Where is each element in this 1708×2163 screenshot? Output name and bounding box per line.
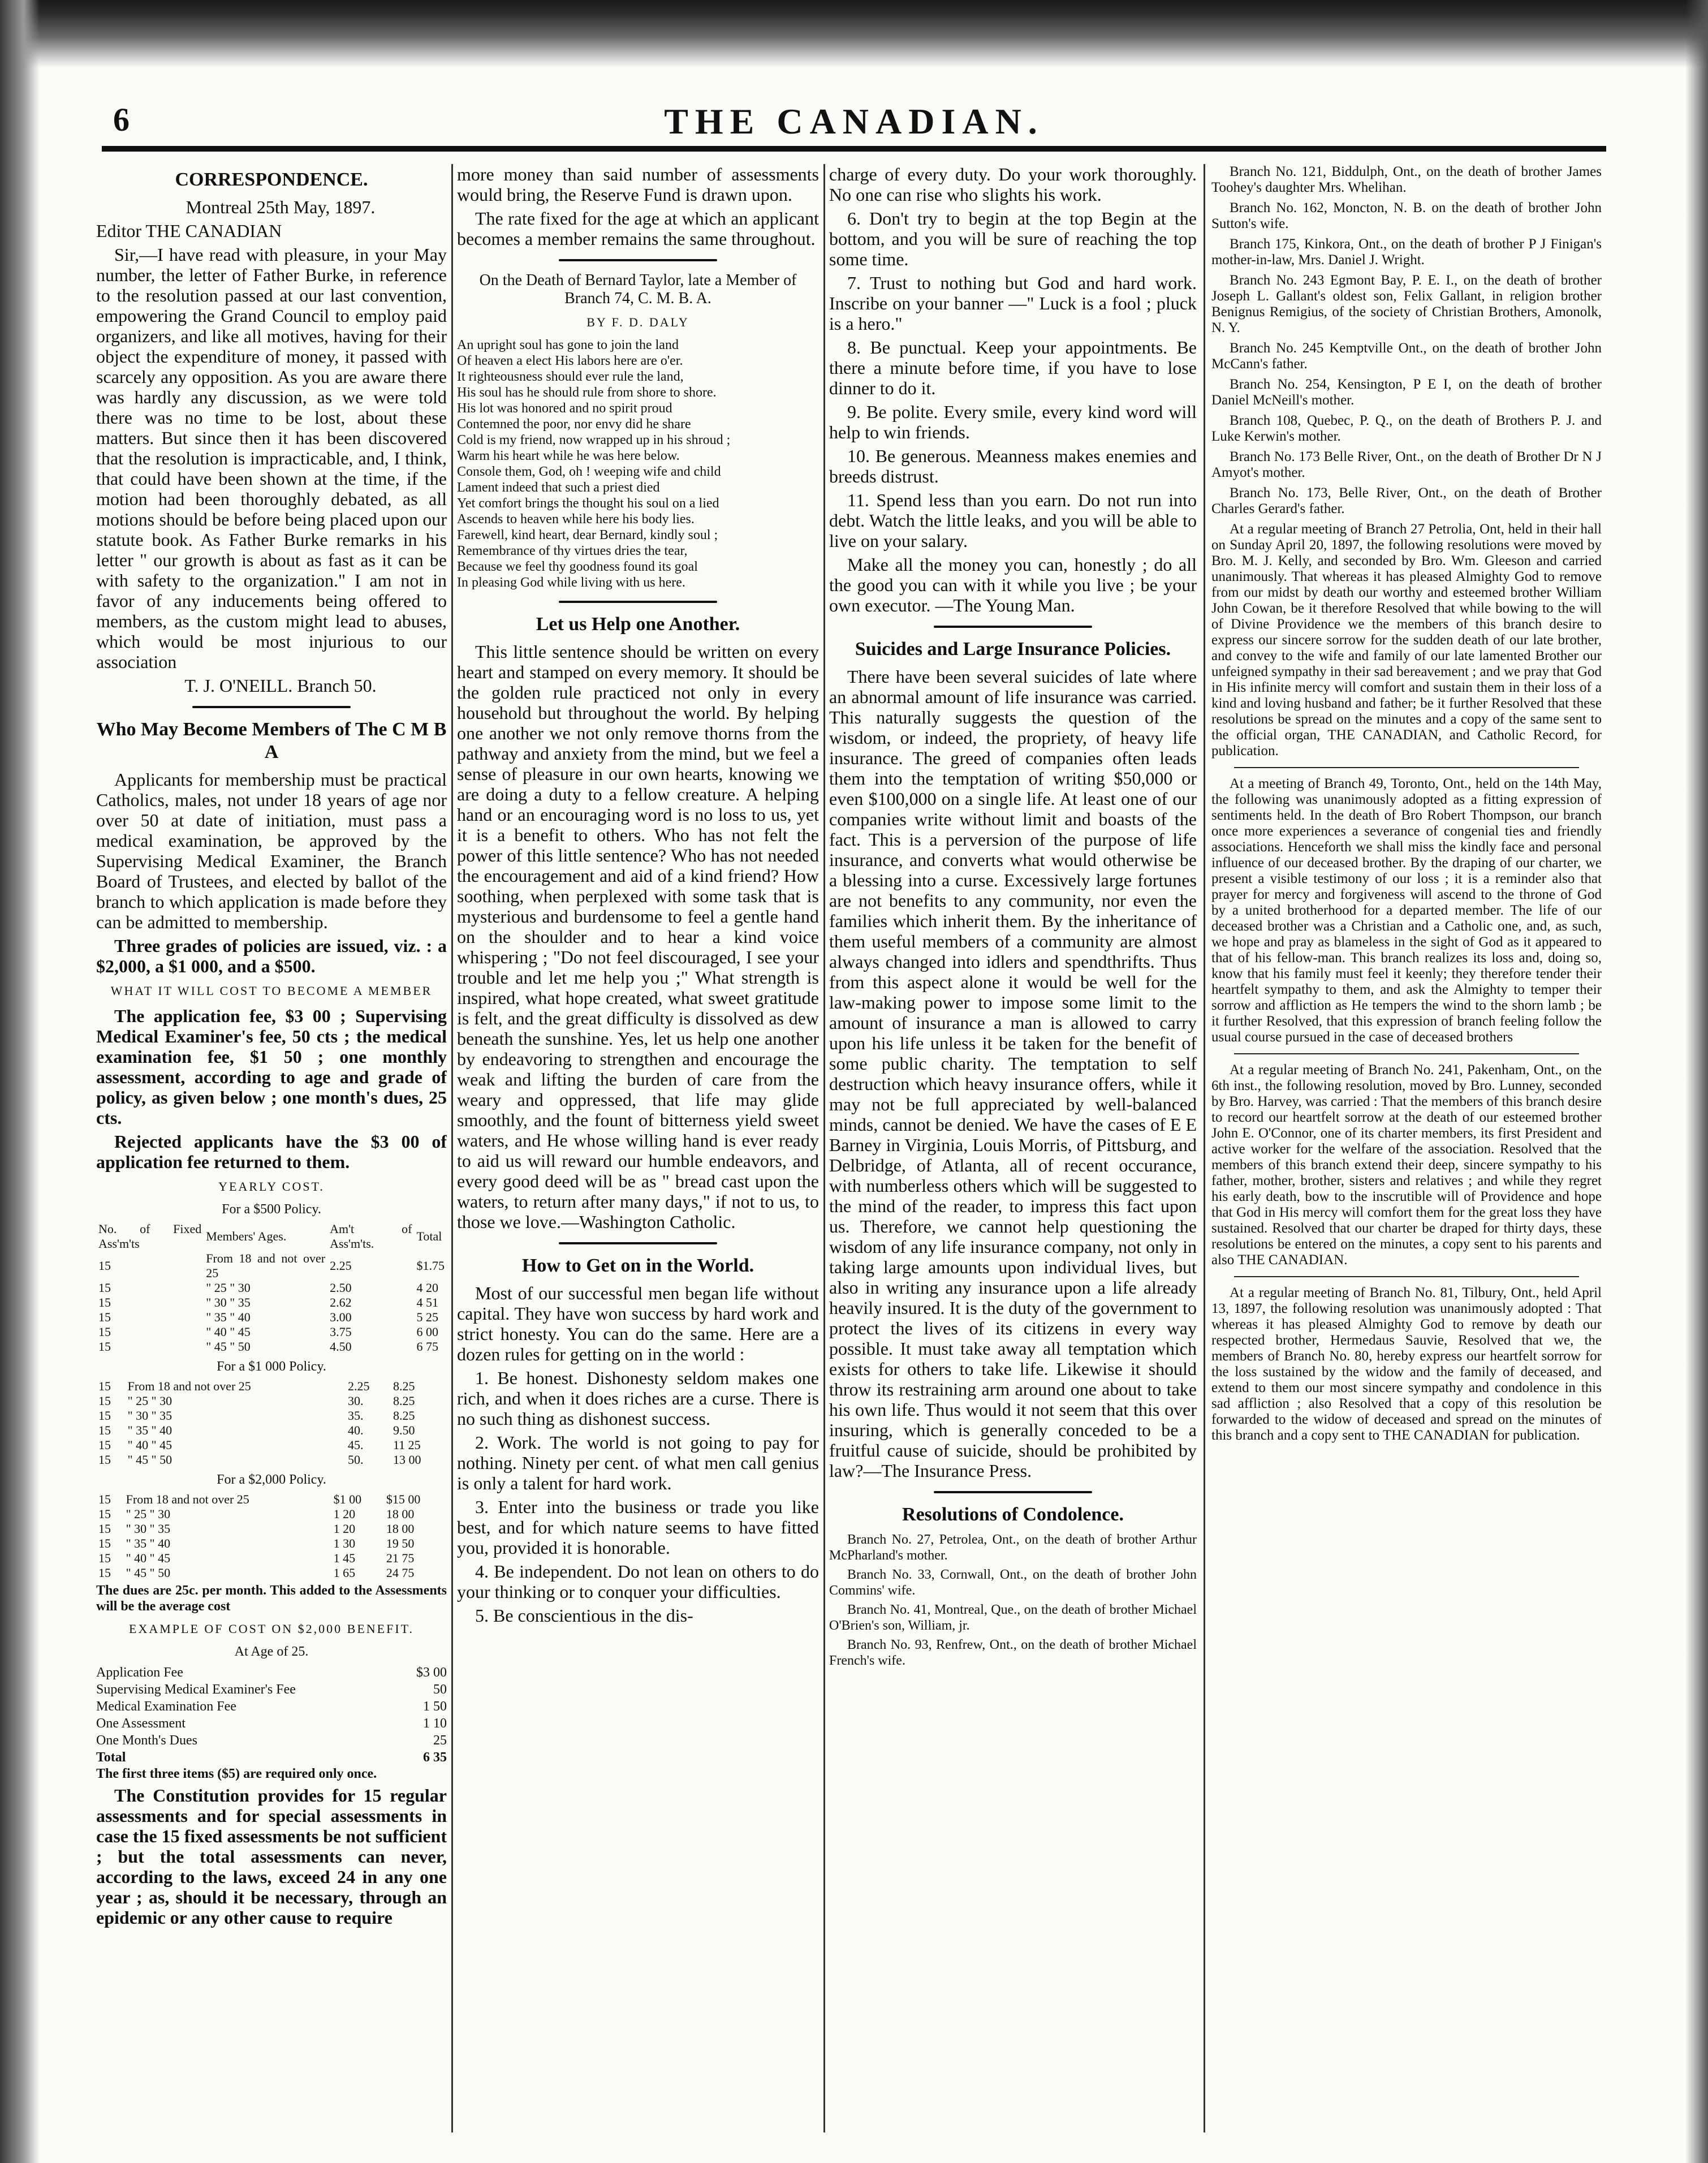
table-row xyxy=(96,1251,447,1281)
rule-item: 7. Trust to nothing but God and hard work. Inscribe on your banner —" Luck is a fool ; pluck is a hero." xyxy=(829,273,1197,334)
table-row xyxy=(96,1536,447,1551)
fee-amount: 50 xyxy=(433,1682,447,1697)
table-cell: 4 51 xyxy=(416,1295,438,1309)
column-rule xyxy=(1204,164,1205,2132)
table-cell: " 30 " 35 xyxy=(126,1522,171,1536)
table-header: Total xyxy=(416,1229,442,1243)
world-paragraph: Most of our successful men began life without capital. They have won success by hard work and strict honesty. You can do the same. Here are a dozen rules for getting on in the world : xyxy=(457,1283,819,1364)
table-cell: " 45 " 50 xyxy=(127,1453,172,1467)
table-cell: " 25 " 30 xyxy=(126,1507,171,1521)
condolence-item: Branch No. 254, Kensington, P E I, on the death of brother Daniel McNeill's mother. xyxy=(1211,377,1602,408)
policy-500-caption: For a $500 Policy. xyxy=(222,1202,321,1217)
table-cell: 8.25 xyxy=(393,1394,415,1408)
table-cell: 15 xyxy=(98,1507,111,1521)
rule-item: Make all the money you can, honestly ; do all the good you can with it while you live ; be your own executor. —The Young Man. xyxy=(829,554,1197,615)
world-heading: How to Get on in the World. xyxy=(521,1255,754,1276)
fee-label: Medical Examination Fee xyxy=(96,1699,236,1714)
table-cell: 2.50 xyxy=(330,1281,352,1295)
policy-grades: Three grades of policies are issued, viz. : a $2,000, a $1 000, and a $500. xyxy=(96,936,447,976)
letter-body: Sir,—I have read with pleasure, in your May number, the letter of Father Burke, in reference to the resolution passed at our last convention, empowering the Grand Council to employ paid organizers, and like all motives, having for their object the expenditure of money, it passed with scarcely any opposition. As you are aware there was hardly any discussion, as we were told there was no time to be lost, about these matters. But since then it has been discovered that the resolution is impracticable, and, I think, that could have been shown at the time, if the motion had been thoroughly debated, as all motions should be before being placed upon our statute book. As Father Burke remarks in his letter " our growth is about as fast as it can be with safety to the organization." I am not in favor of any inducements being offered to members, as the custom might lead to abuses, which would be most injurious to our association xyxy=(96,244,447,672)
table-cell: From 18 and not over 25 xyxy=(127,1379,251,1393)
fee-amount: 25 xyxy=(433,1733,447,1748)
table-cell: 9.50 xyxy=(393,1423,415,1437)
table-cell: 15 xyxy=(98,1310,111,1324)
age-caption: At Age of 25. xyxy=(234,1644,309,1659)
rules-list xyxy=(457,1368,819,1626)
page-header xyxy=(102,101,1606,146)
condolence-item: Branch No. 27, Petrolea, Ont., on the death of brother Arthur McPharland's mother. xyxy=(829,1532,1197,1563)
table-cell: 18 00 xyxy=(386,1522,415,1536)
table-cell: " 30 " 35 xyxy=(127,1408,172,1423)
fee-label: Supervising Medical Examiner's Fee xyxy=(96,1682,296,1697)
table-cell: " 40 " 45 xyxy=(127,1438,172,1452)
help-heading: Let us Help one Another. xyxy=(536,614,740,635)
table-cell: " 35 " 40 xyxy=(127,1423,172,1437)
table-cell: 3.00 xyxy=(330,1310,352,1324)
fee-amount: 1 10 xyxy=(423,1716,447,1731)
fee-label: One Assessment xyxy=(96,1716,186,1731)
table-cell: " 30 " 35 xyxy=(206,1295,251,1309)
table-cell: 15 xyxy=(98,1379,111,1393)
poem-line: Because we feel thy goodness found its goal xyxy=(457,559,698,574)
poem-line: Lament indeed that such a priest died xyxy=(457,480,660,495)
who-paragraph: Applicants for membership must be practical Catholics, males, not under 18 years of age nor over 50 at date of initiation, must pass a medical examination, be approved by the Supervising Medical Examiner, the Branch Board of Trustees, and elected by ballot of the branch to which application is made before they can be admitted to membership. xyxy=(96,769,447,932)
condolence-item: Branch No. 245 Kemptville Ont., on the death of brother John McCann's father. xyxy=(1211,341,1602,372)
table-cell: 15 xyxy=(98,1551,111,1565)
condolence-item: Branch No. 121, Biddulph, Ont., on the death of brother James Toohey's daughter Mrs. Whelihan. xyxy=(1211,164,1602,195)
divider xyxy=(934,1491,1092,1493)
divider xyxy=(192,706,351,708)
poem-line: Remembrance of thy virtues dries the tear, xyxy=(457,544,688,558)
table-cell: 3.75 xyxy=(330,1325,352,1339)
divider xyxy=(934,626,1092,628)
table-cell: 15 xyxy=(98,1522,111,1536)
table-cell: 15 xyxy=(98,1394,111,1408)
poem-line: In pleasing God while living with us here. xyxy=(457,575,685,590)
column-rule xyxy=(451,164,453,2132)
table-row xyxy=(96,1522,447,1536)
divider xyxy=(1234,1276,1579,1277)
resolution-paragraph: At a regular meeting of Branch 27 Petrolia, Ont, held in their hall on Sunday April 20, 1897, the following resolutions were moved by Bro. M. J. Kelly, and seconded by Bro. Wm. Gleeson and carried unanimously. That whereas it has pleased Almighty God to remove from our midst by death our worthy and esteemed brother William John Cowan, be it therefore Resolved that while bowing to the will of Divine Providence we the members of this branch desire to express our sincere sorrow for the sudden death of our late brother, and convey to the wife and family of our late lamented Brother our unfeigned sympathy in their sad bereavement ; and we pray that God in His infinite mercy will comfort and sustain them in their loss of a kind and loving husband and father; be it further Resolved that these resolutions be spread on the minutes and a copy of the same sent to the official organ, THE CANADIAN, and Catholic Record, for publication. xyxy=(1211,522,1602,759)
table-cell: " 45 " 50 xyxy=(206,1339,251,1354)
correspondence-heading: CORRESPONDENCE. xyxy=(175,169,368,190)
table-cell: $15 00 xyxy=(386,1492,421,1506)
table-cell: 21 75 xyxy=(386,1551,415,1565)
fee-row xyxy=(96,1681,447,1698)
table-cell: 1 45 xyxy=(333,1551,356,1565)
condolence-item: Branch No. 33, Cornwall, Ont., on the death of brother John Commins' wife. xyxy=(829,1567,1197,1598)
rule-item: 3. Enter into the business or trade you like best, and for which nature seems to have fitted you, provided it is honorable. xyxy=(457,1497,819,1558)
rule-item: 9. Be polite. Every smile, every kind word will help to win friends. xyxy=(829,402,1197,442)
table-cell: 15 xyxy=(98,1295,111,1309)
table-cell: 15 xyxy=(98,1536,111,1550)
resolution-paragraph: At a regular meeting of Branch No. 241, Pakenham, Ont., on the 6th inst., the following resolution, moved by Bro. Lunney, seconded by Bro. Harvey, was carried : That the members of this branch desire to record our heartfelt sorrow at the death of our esteemed brother John E. O'Connor, one of its charter members, its first President and active worker for the welfare of the association. Resolved that the members of this branch extend their deep, sincere sympathy to his father, mother, brother, sisters and relatives ; and while they regret his early death, bow to the inscrutible will of Providence and hope that God in His mercy will comfort them for the great loss they have sustained. Resolved that our charter be draped for thirty days, these resolutions be entered on the minutes, a copy sent to his parents and also THE CANADIAN. xyxy=(1211,1062,1602,1268)
poem-line: Cold is my friend, now wrapped up in his shroud ; xyxy=(457,433,731,447)
table-cell: " 25 " 30 xyxy=(127,1394,172,1408)
column-2 xyxy=(457,164,819,2132)
fee-note: The first three items ($5) are required only once. xyxy=(96,1766,377,1781)
table-row xyxy=(96,1310,447,1325)
table-cell: From 18 and not over 25 xyxy=(126,1492,249,1506)
poem-line: His lot was honored and no spirit proud xyxy=(457,401,672,416)
application-fees: The application fee, $3 00 ; Supervising Medical Examiner's fee, 50 cts ; the medical examination fee, $1 50 ; one monthly assessment, according to age and grade of policy, as given below ; one month's dues, 25 cts. xyxy=(96,1006,447,1128)
masthead-title: THE CANADIAN. xyxy=(664,101,1044,141)
table-cell: $1 00 xyxy=(333,1492,362,1506)
fee-amount: 1 50 xyxy=(423,1699,447,1714)
poem-heading: On the Death of Bernard Taylor, late a Member of Branch 74, C. M. B. A. xyxy=(479,272,797,307)
poem-line: Warm his heart while he was here below. xyxy=(457,449,680,463)
table-cell: 1 20 xyxy=(333,1507,356,1521)
fee-total-value: 6 35 xyxy=(423,1750,447,1765)
table-row xyxy=(96,1408,447,1423)
rule-item: 4. Be independent. Do not lean on others to do your thinking or to conquer your difficulties. xyxy=(457,1561,819,1602)
table-header: Members' Ages. xyxy=(206,1229,287,1243)
rule-item: 10. Be generous. Meanness makes enemies and breeds distrust. xyxy=(829,446,1197,486)
suicide-article: There have been several suicides of late where an abnormal amount of life insurance was carried. This naturally suggests the question of the wisdom, or indeed, the propriety, of heavy life insurance. The greed of companies often leads them into the temptation of writing $50,000 or even $100,000 on a single life. At least one of our companies write without limit and boasts of the fact. This is a perversion of the purpose of life insurance, and converts what would otherwise be a blessing into a curse. Excessively large fortunes are not benefits to any community, nor even the families which inherit them. By the inheritance of them useful members of a community are almost always changed into idlers and spendthrifts. Thus from this aspect alone it would be well for the law-making power to impose some limit to the amount of insurance a man is allowed to carry upon his life unless it be taken for the benefit of some public charity. The temptation to self destruction which heavy insurance offers, while it may not be full appreciated by well-balanced minds, cannot be denied. We have the cases of E E Barney in Virginia, Louis Morris, of Pittsburg, and Delbridge, of Atlanta, all of recent occurance, with numberless others which will be suggested to the mind of the reader, to impress this fact upon us. Therefore, we cannot help questioning the wisdom of any life insurance company, not only in taking large amounts upon individual lives, but also in writing any insurance upon a life already heavily insured. It is the duty of the government to protect the lives of its citizens in every way possible. It must take away all temptation which exists for others to take life. Likewise it should throw its restraining arm around one about to take his own life. Thus would it not seem that this over insuring, which is generally conceded to be a fruitful cause of suicide, should be prohibited by law?—The Insurance Press. xyxy=(829,666,1197,1481)
condolence-item: Branch No. 41, Montreal, Que., on the death of brother Michael O'Brien's son, William, jr. xyxy=(829,1602,1197,1633)
scan-edge-top xyxy=(0,0,1708,68)
poem-line: Console them, God, oh ! weeping wife and child xyxy=(457,464,721,479)
table-cell: 6 75 xyxy=(416,1339,438,1354)
fee-row xyxy=(96,1664,447,1681)
scan-edge-left xyxy=(0,0,40,2163)
divider xyxy=(1234,1053,1579,1054)
column-1 xyxy=(96,164,447,2132)
poem-byline: BY F. D. DALY xyxy=(586,315,689,329)
condolence-item: Branch No. 173, Belle River, Ont., on the death of Brother Charles Gerard's father. xyxy=(1211,485,1602,516)
table-cell: " 40 " 45 xyxy=(126,1551,171,1565)
poem-line: Contemned the poor, nor envy did he share xyxy=(457,417,691,432)
table-cell: 6 00 xyxy=(416,1325,438,1339)
table-row xyxy=(96,1438,447,1453)
poem-body xyxy=(457,337,819,591)
poem-line: An upright soul has gone to join the land xyxy=(457,338,679,352)
letter-signature: T. J. O'NEILL. Branch 50. xyxy=(184,675,377,696)
rejected-applicants: Rejected applicants have the $3 00 of application fee returned to them. xyxy=(96,1131,447,1172)
table-row xyxy=(96,1339,447,1354)
rule-item: 8. Be punctual. Keep your appointments. Be there a minute before time, if you have to lose dinner to do it. xyxy=(829,337,1197,398)
table-cell: 30. xyxy=(347,1394,364,1408)
suicide-heading: Suicides and Large Insurance Policies. xyxy=(855,639,1171,660)
table-row xyxy=(96,1492,447,1507)
table-cell: 13 00 xyxy=(393,1453,421,1467)
table-cell: 15 xyxy=(98,1408,111,1423)
condolence-list xyxy=(1211,164,1602,517)
fee-list xyxy=(96,1664,447,1749)
table-cell: 15 xyxy=(98,1339,111,1354)
rule-item: 11. Spend less than you earn. Do not run into debt. Watch the little leaks, and you will be able to live on your salary. xyxy=(829,490,1197,551)
table-header: No. of Fixed Ass'm'ts xyxy=(98,1222,202,1251)
table-cell: 15 xyxy=(98,1566,111,1580)
table-row xyxy=(96,1281,447,1295)
poem-line: Yet comfort brings the thought his soul on a lied xyxy=(457,496,719,511)
divider xyxy=(559,1242,717,1244)
table-cell: 24 75 xyxy=(386,1566,415,1580)
fee-total-label: Total xyxy=(96,1750,126,1765)
fee-row xyxy=(96,1698,447,1715)
policy-2000-caption: For a $2,000 Policy. xyxy=(217,1472,326,1487)
help-paragraph: This little sentence should be written on every heart and stamped on every memory. It should be the golden rule practiced not only in every household but throughout the world. By helping one another we not only remove thorns from the pathway and anxiety from the mind, but we feel a sense of pleasure in our own hearts, knowing we are doing a duty to a fellow creature. A helping hand or an encouraging word is no loss to us, yet it is a benefit to others. Who has not felt the power of this little sentence? Who has not needed the encouragement and aid of a kind friend? How soothing, when perplexed with some task that is mysterious and burdensome to feel a gentle hand on the shoulder and to hear a kind voice whispering ; "Do not feel discouraged, I see your trouble and let me help you ;" What strength is inspired, what hope created, what sweet gratitude is felt, and the great difficulty is dissolved as dew beneath the sunshine. Yes, let us help one another by endeavoring to strengthen and encourage the weak and lifting the burden of care from the weary and oppressed, that life may glide smoothly, and the fount of bitterness yield sweet waters, and He whose willing hand is ever ready to aid us will reward our humble endeavors, and every good deed will be as " bread cast upon the waters, to return after many days," if not to us, to those we love.—Washington Catholic. xyxy=(457,641,819,1232)
fee-row xyxy=(96,1715,447,1732)
who-may-become-heading: Who May Become Members of The C M B A xyxy=(96,719,447,762)
table-header-row xyxy=(96,1222,447,1251)
table-row xyxy=(96,1325,447,1339)
cost-caption: WHAT IT WILL COST TO BECOME A MEMBER xyxy=(110,984,433,998)
dateline: Montreal 25th May, 1897. xyxy=(186,197,376,217)
column-3 xyxy=(829,164,1197,2132)
fee-amount: $3 00 xyxy=(416,1665,447,1680)
rule-item: 5. Be conscientious in the dis- xyxy=(475,1605,693,1626)
condolence-item: Branch No. 243 Egmont Bay, P. E. I., on the death of brother Joseph L. Gallant's oldest son, Felix Gallant, in religion brother Benignus Remigius, of the society of Christian Brothers, Amonolk, N. Y. xyxy=(1211,273,1602,335)
policy-1000-caption: For a $1 000 Policy. xyxy=(217,1359,326,1374)
table-cell: $1.75 xyxy=(416,1259,445,1273)
divider xyxy=(1234,767,1579,768)
table-cell: 1 65 xyxy=(333,1566,356,1580)
continued-text: more money than said number of assessments would bring, the Reserve Fund is drawn upon. xyxy=(457,164,819,205)
table-cell: 4 20 xyxy=(416,1281,438,1295)
rates-table-1000 xyxy=(96,1379,447,1467)
column-4 xyxy=(1211,164,1602,2132)
table-header: Am't of Ass'm'ts. xyxy=(330,1222,412,1251)
table-cell: " 25 " 30 xyxy=(206,1281,251,1295)
poem-line: Ascends to heaven while here his body lies. xyxy=(457,512,695,527)
table-row xyxy=(96,1379,447,1394)
table-cell: 2.25 xyxy=(347,1379,370,1393)
table-cell: 18 00 xyxy=(386,1507,415,1521)
table-cell: 2.25 xyxy=(330,1259,352,1273)
table-cell: " 45 " 50 xyxy=(126,1566,171,1580)
table-cell: 45. xyxy=(347,1438,364,1452)
rates-table-2000 xyxy=(96,1492,447,1580)
poem-line: Farewell, kind heart, dear Bernard, kindly soul ; xyxy=(457,528,718,542)
table-cell: 1 20 xyxy=(333,1522,356,1536)
example-caption: EXAMPLE OF COST ON $2,000 BENEFIT. xyxy=(129,1622,414,1636)
table-cell: From 18 and not over 25 xyxy=(206,1251,326,1280)
table-row xyxy=(96,1295,447,1310)
scan-edge-right xyxy=(1685,0,1708,2163)
constitution-paragraph: The Constitution provides for 15 regular assessments and for special assessments in case the 15 fixed assessments be not sufficient ; but the total assessments can never, according to the laws, exceed 24 in any one year ; as, should it be necessary, through an epidemic or any other cause to require xyxy=(96,1785,447,1928)
poem-line: His soul has he should rule from shore to shore. xyxy=(457,385,717,400)
poem-line: Of heaven a elect His labors here are o'er. xyxy=(457,354,683,368)
dues-note: The dues are 25c. per month. This added to the Assessments will be the average cost xyxy=(96,1583,447,1614)
condolence-item: Branch 175, Kinkora, Ont., on the death of brother P J Finigan's mother-in-law, Mrs. Daniel J. Wright. xyxy=(1211,236,1602,268)
resolution-paragraph: At a regular meeting of Branch No. 81, Tilbury, Ont., held April 13, 1897, the following resolution was unanimously adopted : That whereas it has pleased Almighty God to remove by death our respected brother, Hermedaus Sauvie, Resolved that we, the members of Branch No. 80, hereby express our heartfelt sorrow for the loss sustained by the widow and the family of deceased, and extend to them our most sincere sympathy and condolence in this sad affliction ; also Resolved that a copy of this resolution be forwarded to the widow of deceased and spread on the minutes of this branch and a copy sent to THE CANADIAN for publication. xyxy=(1211,1285,1602,1443)
rules-list xyxy=(829,208,1197,615)
table-row xyxy=(96,1507,447,1522)
table-row xyxy=(96,1394,447,1408)
condolence-item: Branch No. 173 Belle River, Ont., on the death of Brother Dr N J Amyot's mother. xyxy=(1211,449,1602,480)
table-cell: 15 xyxy=(98,1259,111,1273)
table-cell: 15 xyxy=(98,1423,111,1437)
resolution-paragraph: At a meeting of Branch 49, Toronto, Ont., held on the 14th May, the following was unanimously adopted as a fitting expression of sentiments held. In the death of Bro Robert Thompson, our branch once more experiences a severance of congenial ties and friendly associations. Henceforth we shall miss the kindly face and personal influence of our deceased brother. By the draping of our charter, we present a visible testimony of our loss ; it is a reminder also that prayer for mercy and forgiveness will ascend to the throne of God by a united brotherhood for a departed member. The life of our deceased brother was a Christian and a Catholic one, and, as such, we hope and pray as blameless in the sight of God as it appeared to that of his fellow-man. This branch realizes its loss and, doing so, know that his family must feel it keenly; they therefore tender their heartfelt sympathy to them, and ask the Almighty to temper their sorrow and affliction as He tempers the wind to the shorn lamb ; be it further Resolved, that this expression of branch feeling follow the usual course pursued in the case of deceased brothers xyxy=(1211,776,1602,1045)
fee-label: Application Fee xyxy=(96,1665,183,1680)
table-cell: " 35 " 40 xyxy=(126,1536,171,1550)
table-cell: " 35 " 40 xyxy=(206,1310,251,1324)
divider xyxy=(559,259,717,261)
table-cell: " 40 " 45 xyxy=(206,1325,251,1339)
table-cell: 15 xyxy=(98,1325,111,1339)
condolence-heading: Resolutions of Condolence. xyxy=(902,1504,1124,1525)
table-cell: 15 xyxy=(98,1453,111,1467)
rates-table-500 xyxy=(96,1222,447,1354)
fee-row xyxy=(96,1732,447,1749)
condolence-item: Branch 108, Quebec, P. Q., on the death of Brothers P. J. and Luke Kerwin's mother. xyxy=(1211,413,1602,444)
table-cell: 35. xyxy=(347,1408,364,1423)
rule-item: 6. Don't try to begin at the top Begin at the bottom, and you will be sure of reaching the top some time. xyxy=(829,208,1197,269)
continued-text: charge of every duty. Do your work thoroughly. No one can rise who slights his work. xyxy=(829,164,1197,205)
fee-total xyxy=(96,1749,447,1766)
header-rule xyxy=(102,146,1606,152)
condolence-item: Branch No. 93, Renfrew, Ont., on the death of brother Michael French's wife. xyxy=(829,1638,1197,1668)
divider xyxy=(559,601,717,603)
poem-line: It righteousness should ever rule the land, xyxy=(457,369,684,384)
condolence-list xyxy=(829,1532,1197,1669)
table-cell: 5 25 xyxy=(416,1310,438,1324)
table-cell: 50. xyxy=(347,1453,364,1467)
table-row xyxy=(96,1566,447,1580)
table-cell: 19 50 xyxy=(386,1536,415,1550)
fee-label: One Month's Dues xyxy=(96,1733,197,1748)
table-cell: 1 30 xyxy=(333,1536,356,1550)
table-row xyxy=(96,1423,447,1438)
table-cell: 11 25 xyxy=(393,1438,421,1452)
table-cell: 40. xyxy=(347,1423,364,1437)
table-cell: 2.62 xyxy=(330,1295,352,1309)
table-row xyxy=(96,1551,447,1566)
table-cell: 4.50 xyxy=(330,1339,352,1354)
table-row xyxy=(96,1453,447,1467)
column-rule xyxy=(823,164,825,2132)
salutation: Editor THE CANADIAN xyxy=(96,221,282,241)
table-cell: 15 xyxy=(98,1438,111,1452)
table-cell: 8.25 xyxy=(393,1408,415,1423)
page-number: 6 xyxy=(113,101,130,138)
table-cell: 15 xyxy=(98,1281,111,1295)
condolence-item: Branch No. 162, Moncton, N. B. on the death of brother John Sutton's wife. xyxy=(1211,200,1602,231)
rule-item: 2. Work. The world is not going to pay for nothing. Ninety per cent. of what men call genius is only a talent for hard work. xyxy=(457,1432,819,1493)
table-cell: 8.25 xyxy=(393,1379,415,1393)
yearly-cost-caption: YEARLY COST. xyxy=(218,1179,325,1193)
table-cell: 15 xyxy=(98,1492,111,1506)
rate-paragraph: The rate fixed for the age at which an applicant becomes a member remains the same throughout. xyxy=(457,208,819,249)
rule-item: 1. Be honest. Dishonesty seldom makes one rich, and when it does riches are a curse. There is no such thing as dishonest success. xyxy=(457,1368,819,1429)
